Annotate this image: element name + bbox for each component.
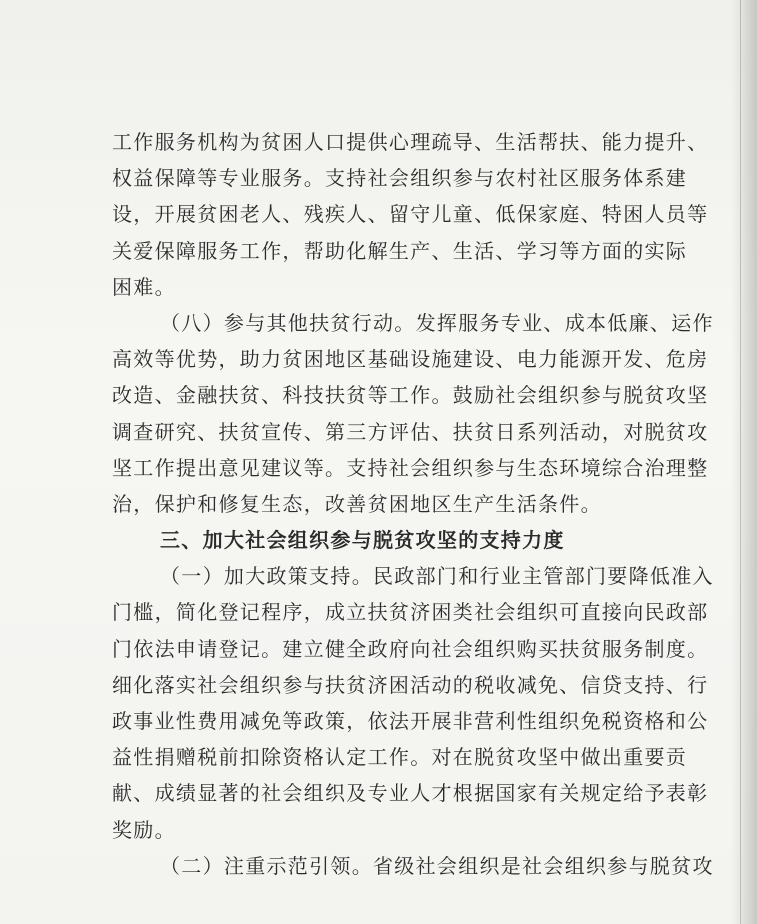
body-line: 奖励。 <box>112 817 176 842</box>
body-line: 门槛，简化登记程序，成立扶贫济困类社会组织可直接向民政部 <box>112 600 709 625</box>
body-line: 设，开展贫困老人、残疾人、留守儿童、低保家庭、特困人员等 <box>112 202 709 227</box>
body-line: 治，保护和修复生态，改善贫困地区生产生活条件。 <box>112 491 602 516</box>
page-edge-shadow <box>731 0 757 924</box>
paragraph-first-line: （八）参与其他扶贫行动。发挥服务专业、成本低廉、运作 <box>160 310 714 335</box>
paragraph-first-line: （一）加大政策支持。民政部门和行业主管部门要降低准入 <box>160 564 714 589</box>
paragraph-first-line: （二）注重示范引领。省级社会组织是社会组织参与脱贫攻 <box>160 853 714 878</box>
body-line: 改造、金融扶贫、科技扶贫等工作。鼓励社会组织参与脱贫攻坚 <box>112 383 709 408</box>
body-line: 高效等优势，助力贫困地区基础设施建设、电力能源开发、危房 <box>112 347 709 372</box>
body-line: 工作服务机构为贫困人口提供心理疏导、生活帮扶、能力提升、 <box>112 130 709 154</box>
document-body <box>112 124 714 884</box>
body-line: 关爱保障服务工作，帮助化解生产、生活、学习等方面的实际 <box>112 238 688 263</box>
body-line: 益性捐赠税前扣除资格认定工作。对在脱贫攻坚中做出重要贡 <box>112 745 688 770</box>
body-line: 坚工作提出意见建议等。支持社会组织参与生态环境综合治理整 <box>112 455 709 480</box>
body-line: 细化落实社会组织参与扶贫济困活动的税收减免、信贷支持、行 <box>112 672 709 697</box>
body-line: 调查研究、扶贫宣传、第三方评估、扶贫日系列活动，对脱贫攻 <box>112 419 709 444</box>
body-line: 权益保障等专业服务。支持社会组织参与农村社区服务体系建 <box>112 166 688 191</box>
section-heading: 三、加大社会组织参与脱贫攻坚的支持力度 <box>160 528 565 553</box>
body-line: 门依法申请登记。建立健全政府向社会组织购买扶贫服务制度。 <box>112 636 709 661</box>
body-line: 政事业性费用减免等政策，依法开展非营利性组织免税资格和公 <box>112 709 709 733</box>
body-line: 献、成绩显著的社会组织及专业人才根据国家有关规定给予表彰 <box>112 781 709 806</box>
body-line: 困难。 <box>112 274 176 299</box>
page-edge-line <box>740 0 741 924</box>
